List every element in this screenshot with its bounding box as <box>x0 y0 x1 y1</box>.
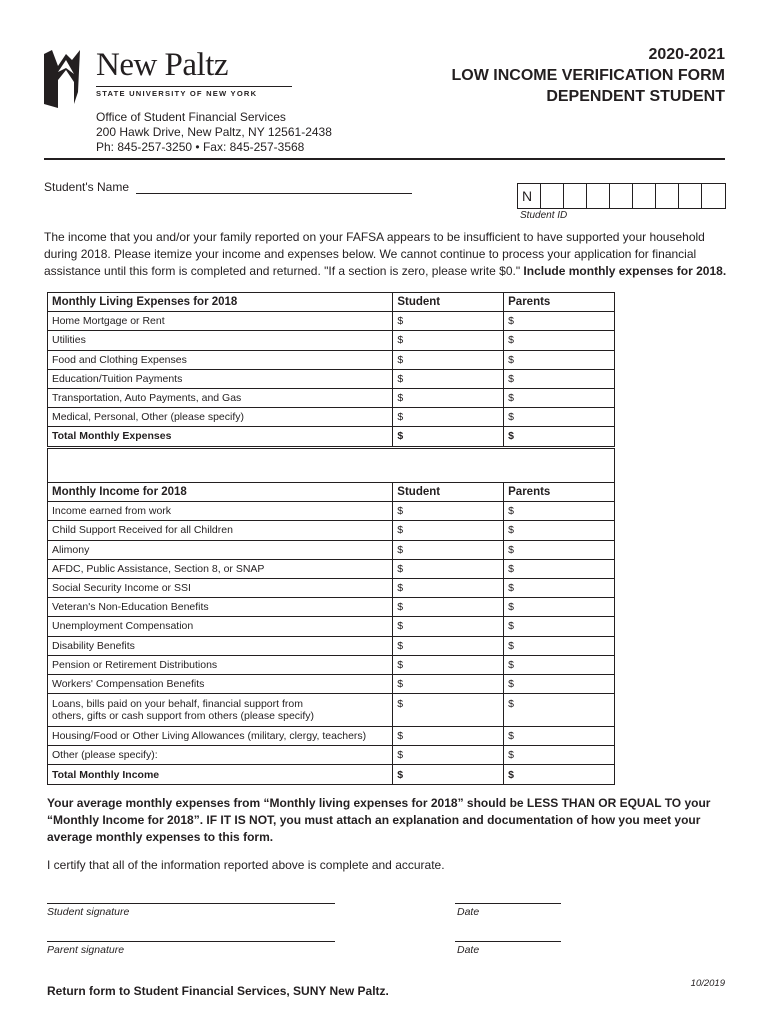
student-date-line[interactable] <box>455 903 561 904</box>
expenses-header-row <box>48 293 615 312</box>
table-row <box>48 674 615 693</box>
student-id-digit[interactable] <box>679 184 702 208</box>
table-row <box>48 578 615 597</box>
student-name-field[interactable] <box>136 181 412 194</box>
student-id-digit[interactable] <box>702 184 725 208</box>
amount-parents-field[interactable]: $ <box>504 427 615 446</box>
row-label: Transportation, Auto Payments, and Gas <box>48 388 393 407</box>
row-label: Alimony <box>48 540 393 559</box>
amount-student-field[interactable]: $ <box>393 388 504 407</box>
amount-parents-field[interactable]: $ <box>504 746 615 765</box>
amount-student-field[interactable]: $ <box>393 598 504 617</box>
amount-parents-field[interactable]: $ <box>504 502 615 521</box>
return-instructions: Return form to Student Financial Services, SUNY New Paltz. <box>47 984 389 998</box>
table-row <box>48 746 615 765</box>
expenses-total-row <box>48 427 615 446</box>
new-paltz-logo <box>44 46 274 108</box>
row-label: Income earned from work <box>48 502 393 521</box>
student-id-caption: Student ID <box>520 210 568 221</box>
amount-parents-field[interactable]: $ <box>504 331 615 350</box>
amount-student-field[interactable]: $ <box>393 765 504 784</box>
income-col-student: Student <box>393 483 504 502</box>
amount-parents-field[interactable]: $ <box>504 559 615 578</box>
row-label: Housing/Food or Other Living Allowances (military, clergy, teachers) <box>48 727 393 746</box>
student-id-digit[interactable] <box>564 184 587 208</box>
row-label: Other (please specify): <box>48 746 393 765</box>
row-label: AFDC, Public Assistance, Section 8, or SNAP <box>48 559 393 578</box>
row-label: Disability Benefits <box>48 636 393 655</box>
form-title-year: 2020-2021 <box>648 46 725 63</box>
table-row <box>48 598 615 617</box>
form-title-line2: DEPENDENT STUDENT <box>546 88 725 105</box>
table-row <box>48 617 615 636</box>
amount-student-field[interactable]: $ <box>393 350 504 369</box>
amount-parents-field[interactable]: $ <box>504 636 615 655</box>
row-label <box>48 694 393 727</box>
section-spacer <box>47 448 615 483</box>
student-signature-caption: Student signature <box>47 906 130 918</box>
parent-date-caption: Date <box>457 944 480 956</box>
amount-parents-field[interactable]: $ <box>504 765 615 784</box>
table-row <box>48 727 615 746</box>
student-name-row <box>44 180 412 194</box>
loans-row <box>48 694 615 727</box>
table-row <box>48 369 615 388</box>
amount-parents-field[interactable]: $ <box>504 674 615 693</box>
amount-student-field[interactable]: $ <box>393 521 504 540</box>
amount-student-field[interactable]: $ <box>393 746 504 765</box>
logo-subtitle: STATE UNIVERSITY OF NEW YORK <box>96 89 258 98</box>
row-label-line: Loans, bills paid on your behalf, financial support from <box>52 698 303 711</box>
amount-student-field[interactable]: $ <box>393 617 504 636</box>
expenses-col-student: Student <box>393 293 504 312</box>
amount-parents-field[interactable]: $ <box>504 727 615 746</box>
intro-paragraph <box>44 229 728 280</box>
table-row <box>48 350 615 369</box>
row-label: Unemployment Compensation <box>48 617 393 636</box>
intro-bold-text: Include monthly expenses for 2018. <box>523 264 727 278</box>
row-label: Medical, Personal, Other (please specify) <box>48 408 393 427</box>
amount-parents-field[interactable]: $ <box>504 521 615 540</box>
amount-parents-field[interactable]: $ <box>504 617 615 636</box>
row-label: Education/Tuition Payments <box>48 369 393 388</box>
form-title <box>452 44 725 107</box>
office-info <box>96 110 332 155</box>
parent-date-line[interactable] <box>455 941 561 942</box>
student-id-digit[interactable] <box>633 184 656 208</box>
student-id-digit[interactable] <box>541 184 564 208</box>
form-title-line1: LOW INCOME VERIFICATION FORM <box>451 67 725 84</box>
office-phone: Ph: 845-257-3250 • Fax: 845-257-3568 <box>96 140 305 154</box>
certification-statement: I certify that all of the information reported above is complete and accurate. <box>47 858 445 872</box>
intro-text: The income that you and/or your family reported on your FAFSA appears to be insufficient to have supported your household during 2018. Please itemize your income and expenses below. We cannot continue to process your application for financial assistance until this form is completed and returned. "If a section is zero, please write $0." <box>44 230 705 278</box>
amount-parents-field[interactable]: $ <box>504 408 615 427</box>
amount-student-field[interactable]: $ <box>393 427 504 446</box>
table-row <box>48 540 615 559</box>
row-label: Total Monthly Income <box>48 765 393 784</box>
amount-student-field[interactable]: $ <box>393 502 504 521</box>
row-label: Pension or Retirement Distributions <box>48 655 393 674</box>
table-row <box>48 312 615 331</box>
parent-signature-caption: Parent signature <box>47 944 125 956</box>
expenses-col-parents: Parents <box>504 293 615 312</box>
student-name-label: Student's Name <box>44 180 130 194</box>
income-total-row <box>48 765 615 784</box>
amount-parents-field[interactable]: $ <box>504 388 615 407</box>
amount-student-field[interactable]: $ <box>393 578 504 597</box>
student-id-boxes[interactable] <box>517 183 726 209</box>
row-label-line: others, gifts or cash support from others (please specify) <box>52 710 315 723</box>
amount-student-field[interactable]: $ <box>393 408 504 427</box>
row-label: Home Mortgage or Rent <box>48 312 393 331</box>
income-table <box>47 482 615 785</box>
table-row <box>48 559 615 578</box>
amount-student-field[interactable]: $ <box>393 694 504 727</box>
table-row <box>48 636 615 655</box>
student-id-digit[interactable] <box>656 184 679 208</box>
amount-parents-field[interactable]: $ <box>504 540 615 559</box>
amount-parents-field[interactable]: $ <box>504 312 615 331</box>
new-paltz-emblem-icon <box>44 46 90 108</box>
student-id-digit[interactable] <box>610 184 633 208</box>
office-name: Office of Student Financial Services <box>96 110 286 124</box>
parent-signature-line[interactable] <box>47 941 335 942</box>
row-label: Social Security Income or SSI <box>48 578 393 597</box>
income-header-row <box>48 483 615 502</box>
revision-date: 10/2019 <box>690 978 725 989</box>
row-label: Utilities <box>48 331 393 350</box>
table-row <box>48 521 615 540</box>
student-id-digit[interactable] <box>587 184 610 208</box>
table-row <box>48 331 615 350</box>
amount-student-field[interactable]: $ <box>393 674 504 693</box>
student-signature-line[interactable] <box>47 903 335 904</box>
amount-student-field[interactable]: $ <box>393 636 504 655</box>
amount-student-field[interactable]: $ <box>393 727 504 746</box>
amount-student-field[interactable]: $ <box>393 312 504 331</box>
logo-wordmark: New Paltz <box>96 47 229 83</box>
logo-rule <box>96 86 292 87</box>
table-row <box>48 655 615 674</box>
table-row <box>48 502 615 521</box>
amount-student-field[interactable]: $ <box>393 559 504 578</box>
row-label: Child Support Received for all Children <box>48 521 393 540</box>
row-label: Food and Clothing Expenses <box>48 350 393 369</box>
row-label: Veteran's Non-Education Benefits <box>48 598 393 617</box>
expenses-table <box>47 292 615 447</box>
amount-student-field[interactable]: $ <box>393 369 504 388</box>
expense-warning: Your average monthly expenses from “Monthly living expenses for 2018” should be LESS THAN OR EQUAL TO your “Monthly Income for 2018”. IF IT IS NOT, you must attach an explanation and documentation of how you meet your average monthly expenses to this form. <box>47 796 711 844</box>
amount-parents-field[interactable]: $ <box>504 598 615 617</box>
expenses-header: Monthly Living Expenses for 2018 <box>48 293 393 312</box>
amount-student-field[interactable]: $ <box>393 331 504 350</box>
amount-parents-field[interactable]: $ <box>504 578 615 597</box>
amount-parents-field[interactable]: $ <box>504 694 615 727</box>
income-header: Monthly Income for 2018 <box>48 483 393 502</box>
table-row <box>48 388 615 407</box>
table-row <box>48 408 615 427</box>
student-id-prefix: N <box>518 184 541 208</box>
amount-student-field[interactable]: $ <box>393 540 504 559</box>
header-divider <box>44 158 725 160</box>
amount-student-field[interactable]: $ <box>393 655 504 674</box>
amount-parents-field[interactable]: $ <box>504 350 615 369</box>
office-address: 200 Hawk Drive, New Paltz, NY 12561-2438 <box>96 125 332 139</box>
income-col-parents: Parents <box>504 483 615 502</box>
row-label: Workers' Compensation Benefits <box>48 674 393 693</box>
amount-parents-field[interactable]: $ <box>504 369 615 388</box>
amount-parents-field[interactable]: $ <box>504 655 615 674</box>
student-date-caption: Date <box>457 906 480 918</box>
row-label: Total Monthly Expenses <box>48 427 393 446</box>
